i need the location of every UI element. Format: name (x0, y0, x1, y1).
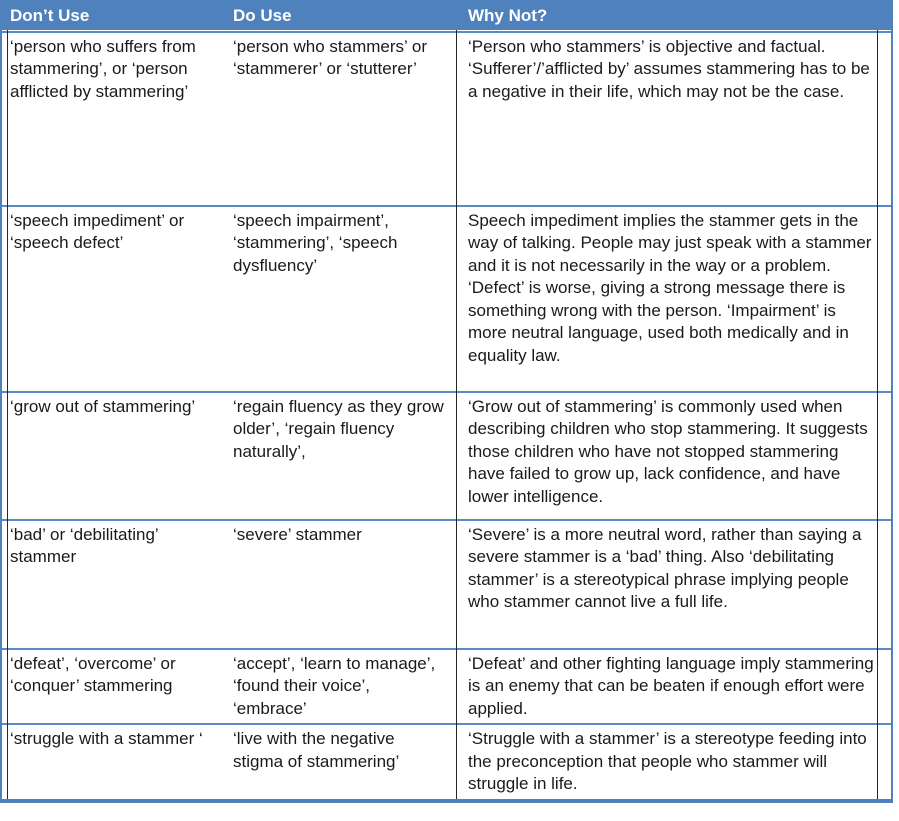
cell-why-not: ‘Struggle with a stammer’ is a stereotype feeding into the preconception that people who stammer will struggle in life. (468, 729, 867, 794)
cell-do-use: ‘regain fluency as they grow older’, ‘regain fluency naturally’, (233, 397, 444, 461)
cell-dont-use: ‘struggle with a stammer ‘ (10, 729, 203, 749)
cell-dont-use: ‘speech impediment’ or ‘speech defect’ (10, 211, 185, 253)
cell-do-use: ‘accept’, ‘learn to manage’, ‘found their voice’, ‘embrace’ (233, 654, 436, 718)
cell-why-not: Speech impediment implies the stammer gets in the way of talking. People may just speak with a stammer and it is not necessarily in the way or a problem. ‘Defect’ is worse, giving a strong message there is something wrong with the person. ‘Impairment’ is more neutral language, used both medically and in equality law. (468, 211, 872, 365)
table-row (2, 31, 891, 205)
cell-dont-use: ‘bad’ or ‘debilitating’ stammer (10, 525, 159, 567)
cell-do-use: ‘live with the negative stigma of stammering’ (233, 729, 400, 771)
table-row (2, 391, 891, 519)
column-header-why-not: Why Not? (468, 6, 548, 25)
table-row (2, 648, 891, 723)
table-header-row (2, 0, 891, 31)
cell-do-use: ‘speech impairment’, ‘stammering’, ‘speech dysfluency’ (233, 211, 398, 275)
table-row (2, 205, 891, 391)
cell-dont-use: ‘person who suffers from stammering’, or ‘person afflicted by stammering’ (10, 37, 196, 101)
table-row (2, 723, 891, 798)
cell-why-not: ‘Severe’ is a more neutral word, rather than saying a severe stammer is a ‘bad’ thing. Also ‘debilitating stammer’ is a stereotypical phrase implying people who stammer cannot live a full life. (468, 525, 862, 612)
table-row (2, 519, 891, 648)
cell-do-use: ‘severe’ stammer (233, 525, 362, 544)
column-header-do-use: Do Use (233, 6, 292, 25)
cell-do-use: ‘person who stammers’ or ‘stammerer’ or ‘stutterer’ (233, 37, 427, 79)
column-header-dont-use: Don’t Use (10, 6, 90, 25)
cell-why-not: ‘Person who stammers’ is objective and factual. ‘Sufferer’/’afflicted by’ assumes stammering has to be a negative in their life, which may not be the case. (468, 37, 870, 101)
cell-why-not: ‘Grow out of stammering’ is commonly used when describing children who stop stammering. It suggests those children who have not stopped stammering have failed to grow up, lack confidence, and have lower intelligence. (468, 397, 868, 506)
cell-dont-use: ‘defeat’, ‘overcome’ or ‘conquer’ stammering (10, 654, 176, 696)
cell-dont-use: ‘grow out of stammering’ (10, 397, 196, 416)
cell-why-not: ‘Defeat’ and other fighting language imply stammering is an enemy that can be beaten if enough effort were applied. (468, 654, 874, 718)
